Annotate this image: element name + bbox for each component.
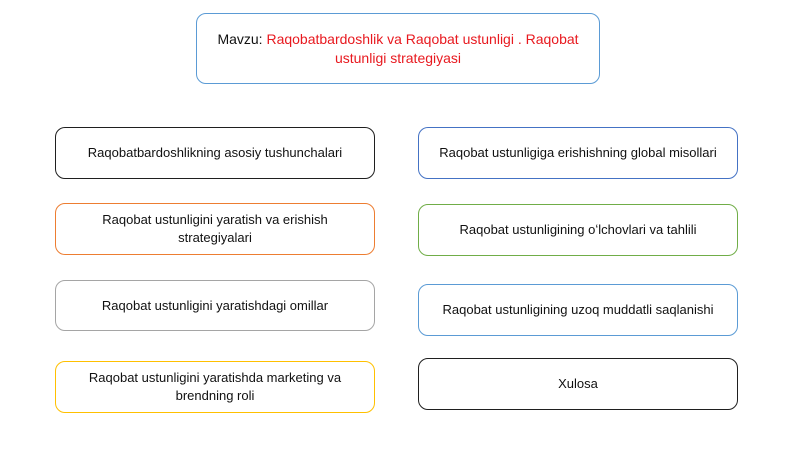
topic-box-right-2 — [418, 204, 738, 256]
topic-box-left-3 — [55, 280, 375, 331]
topic-label: Raqobat ustunligiga erishishning global misollari — [439, 145, 717, 160]
topic-label: Raqobat ustunligini yaratish va erishish strategiyalari — [102, 212, 328, 245]
topic-label: Raqobat ustunligining uzoq muddatli saqlanishi — [442, 302, 714, 317]
topic-label: Raqobat ustunligini yaratishdagi omillar — [101, 297, 329, 313]
topic-box-right-3 — [418, 284, 738, 336]
topic-box-left-2 — [55, 203, 375, 255]
topic-label: Raqobat ustunligining oʻlchovlari va tahlili — [459, 222, 697, 237]
topic-label: Raqobat ustunligini yaratishda marketing va brendning roli — [88, 370, 342, 403]
topic-box-right-4 — [418, 358, 738, 410]
topic-label: Xulosa — [558, 376, 598, 391]
title-topic: Raqobatbardoshlik va Raqobat ustunligi . Raqobat ustunligi strategiyasi — [266, 30, 579, 66]
topic-box-right-1 — [418, 127, 738, 179]
title-box — [196, 13, 600, 84]
topic-box-left-4 — [55, 361, 375, 413]
title-prefix: Mavzu: — [217, 30, 267, 47]
topic-box-left-1 — [55, 127, 375, 179]
topic-label: Raqobatbardoshlikning asosiy tushunchalari — [87, 145, 343, 160]
title-text — [215, 30, 581, 68]
